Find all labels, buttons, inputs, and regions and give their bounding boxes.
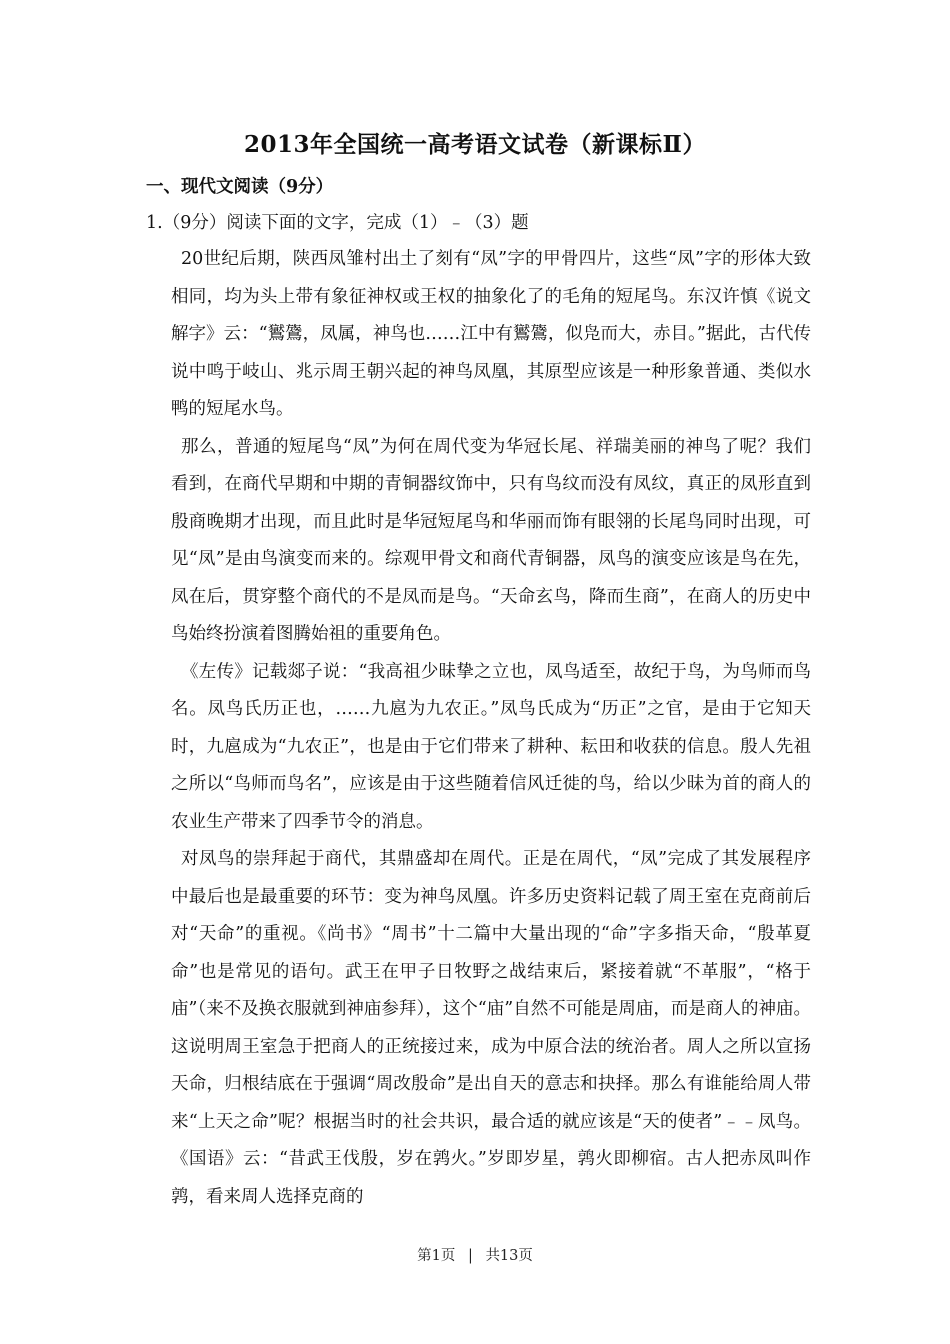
document-title: 2013年全国统一高考语文试卷（新课标Ⅱ） — [244, 131, 706, 158]
footer-separator: | — [467, 1248, 473, 1264]
page-total: 共13页 — [485, 1248, 533, 1264]
question-prompt: 1.（9分）阅读下面的文字，完成（1）﹣（3）题 — [146, 213, 529, 233]
reading-passage — [171, 241, 811, 1216]
passage-paragraph: 对凤鸟的崇拜起于商代，其鼎盛却在周代。正是在周代，“凤”完成了其发展程序中最后也是最重要的环节：变为神鸟凤凰。许多历史资料记载了周王室在克商前后对“天命”的重视。《尚书》“周书”十二篇中大量出现的“命”字多指天命，“殷革夏命”也是常见的语句。武王在甲子日牧野之战结束后，紧接着就“不革服”，“格于庙”（来不及换衣服就到神庙参拜），这个“庙”自然不可能是周庙，而是商人的神庙。这说明周王室急于把商人的正统接过来，成为中原合法的统治者。周人之所以宣扬天命，归根结底在于强调“周改殷命”是出自天的意志和抉择。那么有谁能给周人带来“上天之命”呢？根据当时的社会共识，最合适的就应该是“天的使者”﹣﹣凤鸟。《国语》云：“昔武王伐殷，岁在鹑火。”岁即岁星，鹑火即柳宿。古人把赤凤叫作鹑，看来周人选择克商的 — [171, 849, 811, 1207]
page-number: 第1页 — [417, 1248, 456, 1264]
passage-paragraph: 《左传》记载郯子说：“我高祖少昧挚之立也，凤鸟适至，故纪于鸟，为鸟师而鸟名。凤鸟氏历正也，……九扈为九农正。”凤鸟氏成为“历正”之官，是由于它知天时，九扈成为“九农正”，也是由于它们带来了耕种、耘田和收获的信息。殷人先祖之所以“鸟师而鸟名”，应该是由于这些随着信风迁徙的鸟，给以少昧为首的商人的农业生产带来了四季节令的消息。 — [171, 661, 811, 832]
passage-paragraph: 那么，普通的短尾鸟“凤”为何在周代变为华冠长尾、祥瑞美丽的神鸟了呢？我们看到，在商代早期和中期的青铜器纹饰中，只有鸟纹而没有凤纹，真正的凤形直到殷商晚期才出现，而且此时是华冠短尾鸟和华丽而饰有眼翎的长尾鸟同时出现，可见“凤”是由鸟演变而来的。综观甲骨文和商代青铜器，凤鸟的演变应该是鸟在先，凤在后，贯穿整个商代的不是凤而是鸟。“天命玄鸟，降而生商”，在商人的历史中鸟始终扮演着图腾始祖的重要角色。 — [171, 436, 811, 644]
section-heading: 一、现代文阅读（9分） — [146, 177, 334, 197]
page-footer — [0, 1244, 950, 1265]
passage-paragraph: 20世纪后期，陕西凤雏村出土了刻有“凤”字的甲骨四片，这些“凤”字的形体大致相同，均为头上带有象征神权或王权的抽象化了的毛角的短尾鸟。东汉许慎《说文解字》云：“鸑鷟，凤属，神鸟也……江中有鸑鷟，似凫而大，赤目。”据此，古代传说中鸣于岐山、兆示周王朝兴起的神鸟凤凰，其原型应该是一种形象普通、类似水鸭的短尾水鸟。 — [171, 249, 811, 419]
